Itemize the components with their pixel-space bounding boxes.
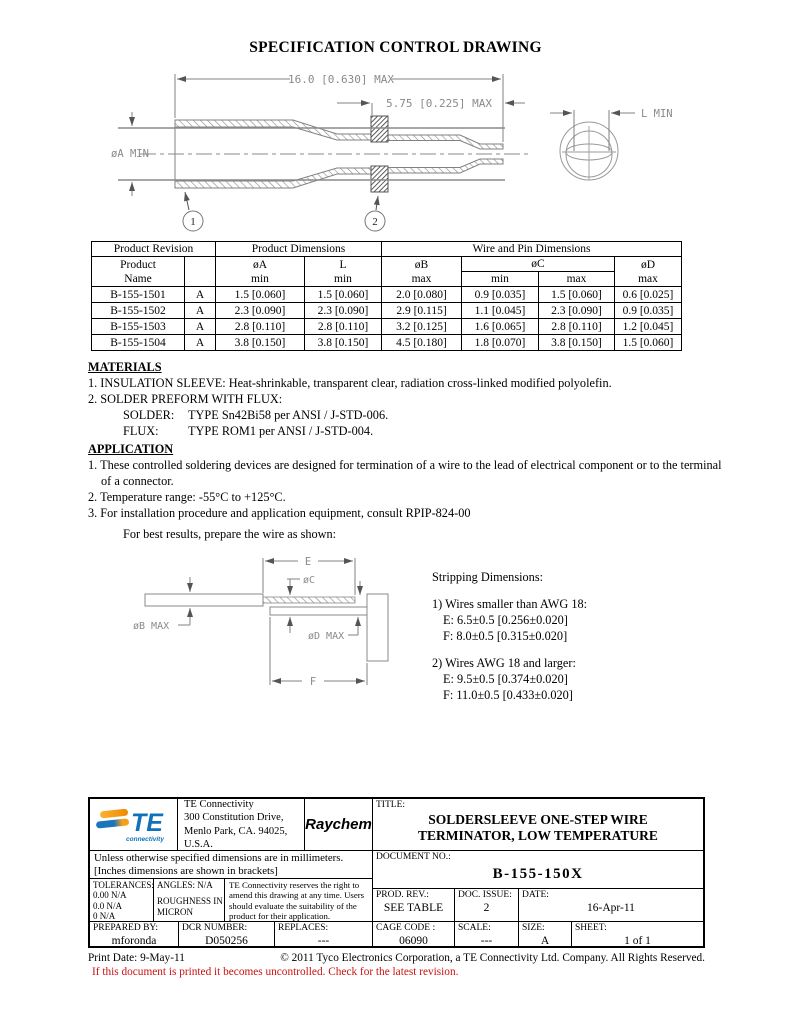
footer (88, 952, 705, 964)
col-header-l: L min (305, 257, 382, 287)
dim-d-max: øD MAX (308, 631, 345, 642)
col-header-b: øB max (382, 257, 462, 287)
cage-code-cell: CAGE CODE : 06090 (373, 922, 455, 946)
title-block (88, 797, 705, 948)
dim-l-min: L MIN (641, 108, 673, 120)
component-lead (270, 607, 367, 615)
application-section (88, 442, 724, 522)
company-address: TE Connectivity 300 Constitution Drive, Menlo Park, CA. 94025, U.S.A. (178, 799, 305, 850)
balloon-2-number: 2 (372, 216, 378, 228)
col-header-c-min: min (462, 272, 539, 287)
application-item-continued: of a connector. (101, 473, 174, 488)
document-number-cell: DOCUMENT NO.: B-155-150X (373, 851, 703, 888)
dim-f: F (309, 676, 317, 688)
table-row: B-155-1503 A 2.8 [0.110] 2.8 [0.110] 3.2 [0.125] 1.6 [0.065] 2.8 [0.110] 1.2 [0.045] (92, 319, 682, 335)
print-date: Print Date: 9-May-11 (88, 952, 185, 964)
document-number: B-155-150X (492, 865, 584, 882)
units-note: Unless otherwise specified dimensions are in millimeters. [Inches dimensions are shown in brackets] (94, 852, 344, 877)
solder-spec: SOLDER: TYPE Sn42Bi58 per ANSI / J-STD-006. (123, 407, 389, 422)
wire-prep-note: For best results, prepare the wire as shown: (123, 527, 337, 541)
col-header-a: øA min (216, 257, 305, 287)
dim-c: øC (303, 575, 316, 586)
tolerances-cell: TOLERANCES: 0.00 N/A 0.0 N/A 0 N/A (90, 879, 154, 921)
dim-b-max: øB MAX (133, 621, 170, 632)
logo-connectivity-text: connectivity (125, 835, 164, 843)
stripping-dimensions (432, 569, 702, 703)
product-spec-table (91, 241, 682, 351)
page-title: SPECIFICATION CONTROL DRAWING (249, 39, 542, 56)
materials-item: 2. SOLDER PREFORM WITH FLUX: (88, 391, 283, 406)
dim-overall-length: 16.0 [0.630] MAX (288, 73, 394, 86)
dim-e: E (304, 556, 312, 568)
materials-section (88, 360, 724, 440)
application-item: 3. For installation procedure and application equipment, consult RPIP-824-00 (88, 505, 471, 520)
application-item: 1. These controlled soldering devices are designed for termination of a wire to the lead of electrical component or to the terminal (88, 457, 722, 472)
scale-cell: SCALE: --- (455, 922, 519, 946)
logo-te-text: TE (130, 808, 163, 837)
size-cell: SIZE: A (519, 922, 572, 946)
col-header-d: øD max (615, 257, 682, 287)
dim-solder-position: 5.75 [0.225] MAX (386, 97, 492, 110)
balloon-callout-1 (183, 192, 203, 231)
sheet-cell: SHEET: 1 of 1 (575, 923, 651, 947)
wire-conductor (263, 597, 355, 603)
date-cell: DATE: 16-Apr-11 (522, 890, 635, 914)
col-header-revision (185, 257, 216, 287)
table-row: B-155-1502 A 2.3 [0.090] 2.3 [0.090] 2.9 [0.115] 1.1 [0.045] 2.3 [0.090] 0.9 [0.035] (92, 303, 682, 319)
doc-issue-cell: DOC. ISSUE: 2 (455, 889, 519, 921)
balloon-1-number: 1 (190, 216, 196, 228)
logo-swoosh-bottom (95, 818, 129, 828)
dimension-lines (178, 558, 367, 685)
dim-inner-diameter-a: øA MIN (111, 148, 149, 160)
dcr-number-cell: DCR NUMBER: D050256 (179, 922, 275, 946)
table-row: B-155-1501 A 1.5 [0.060] 1.5 [0.060] 2.0 [0.080] 0.9 [0.035] 1.5 [0.060] 0.6 [0.025] (92, 287, 682, 303)
end-view (550, 110, 635, 180)
prod-rev-cell: PROD. REV.: SEE TABLE (373, 889, 455, 921)
raychem-brand: Raychem (305, 816, 372, 833)
wire-and-component (145, 594, 388, 661)
materials-item: 1. INSULATION SLEEVE: Heat-shrinkable, transparent clear, radiation cross-linked modified polyolefin. (88, 375, 612, 390)
wire-insulation (145, 594, 263, 606)
application-heading: APPLICATION (88, 442, 174, 456)
product-cross-section-drawing (85, 62, 710, 244)
table-row: B-155-1504 A 3.8 [0.150] 3.8 [0.150] 4.5 [0.180] 1.8 [0.070] 3.8 [0.150] 1.5 [0.060] (92, 335, 682, 351)
group-header-product-revision: Product Revision (92, 242, 216, 257)
col-header-product-name: Product Name (92, 257, 185, 287)
col-header-c-max: max (539, 272, 615, 287)
uncontrolled-copy-warning: If this document is printed it becomes uncontrolled. Check for the latest revision. (92, 966, 459, 978)
replaces-cell: REPLACES: --- (278, 923, 330, 947)
materials-heading: MATERIALS (88, 360, 162, 374)
stripping-group-1: 1) Wires smaller than AWG 18: E: 6.5±0.5 [0.256±0.020] F: 8.0±0.5 [0.315±0.020] (432, 597, 588, 643)
stripping-heading: Stripping Dimensions: (432, 570, 544, 584)
te-logo (90, 799, 178, 850)
flux-spec: FLUX: TYPE ROM1 per ANSI / J-STD-004. (123, 423, 374, 438)
angles-cell: ANGLES: N/A ROUGHNESS IN MICRON (154, 879, 225, 921)
application-item: 2. Temperature range: -55°C to +125°C. (88, 489, 286, 504)
prepared-by-cell: PREPARED BY: mforonda (90, 922, 179, 946)
balloon-callout-2 (365, 196, 385, 231)
group-header-wire-pin-dimensions: Wire and Pin Dimensions (382, 242, 682, 257)
component-body (367, 594, 388, 661)
group-header-product-dimensions: Product Dimensions (216, 242, 382, 257)
disclaimer-cell: TE Connectivity reserves the right to amend this drawing at any time. Users should evaluate the suitability of the product for their application. (229, 880, 365, 922)
copyright-notice: © 2011 Tyco Electronics Corporation, a TE Connectivity Ltd. Company. All Rights Reserved. (280, 952, 705, 964)
stripping-group-2: 2) Wires AWG 18 and larger: E: 9.5±0.5 [0.374±0.020] F: 11.0±0.5 [0.433±0.020] (432, 656, 576, 702)
col-header-c: øC (462, 257, 615, 272)
wire-prep-drawing (100, 545, 430, 705)
logo-swoosh-top (99, 808, 128, 818)
drawing-title: SOLDERSLEEVE ONE-STEP WIRE TERMINATOR, LOW TEMPERATURE (418, 811, 658, 843)
drawing-title-cell: TITLE: SOLDERSLEEVE ONE-STEP WIRE TERMINATOR, LOW TEMPERATURE (373, 799, 703, 850)
